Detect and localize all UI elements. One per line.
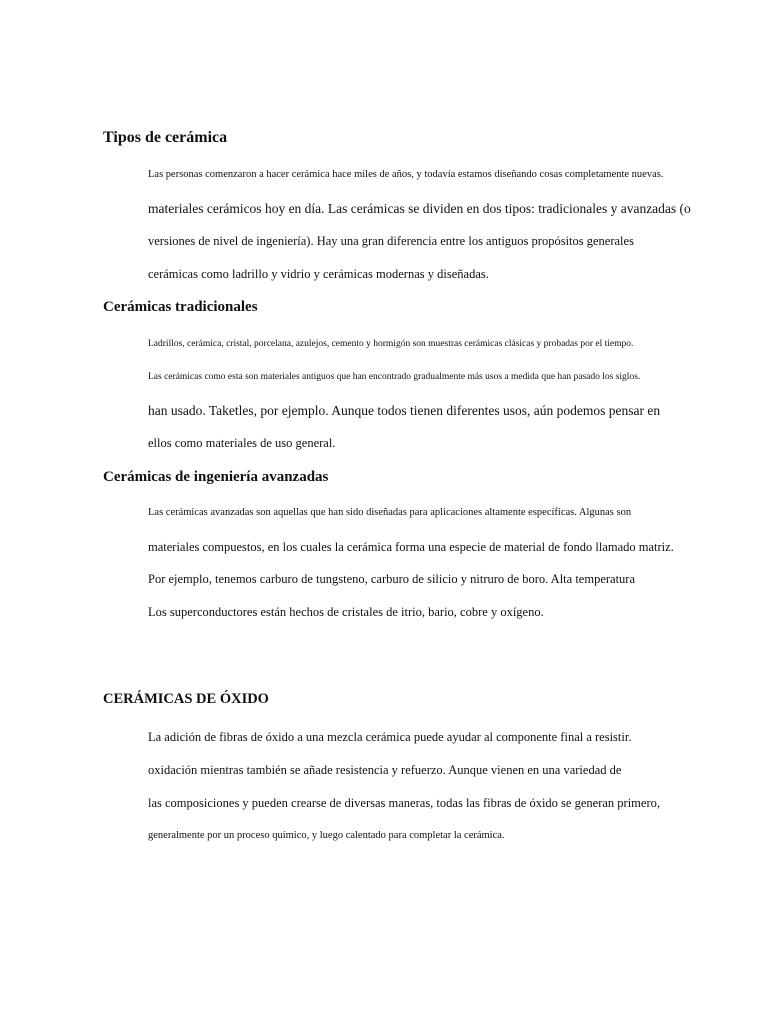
- paragraph-line: Por ejemplo, tenemos carburo de tungsteno, carburo de silicio y nitruro de boro. Alta temperatura: [148, 572, 636, 586]
- paragraph-line: cerámicas como ladrillo y vidrio y cerámicas modernas y diseñadas.: [148, 267, 489, 281]
- paragraph-line: La adición de fibras de óxido a una mezcla cerámica puede ayudar al componente final a resistir.: [148, 730, 632, 744]
- paragraph-line: Las personas comenzaron a hacer cerámica hace miles de años, y todavía estamos diseñando cosas completamente nuevas.: [148, 169, 664, 180]
- paragraph-line: Ladrillos, cerámica, cristal, porcelana, azulejos, cemento y hormigón son muestras cerámicas clásicas y probadas por el tiempo.: [148, 339, 634, 349]
- section-heading-avanzadas: Cerámicas de ingeniería avanzadas: [103, 469, 329, 485]
- paragraph-line: materiales compuestos, en los cuales la cerámica forma una especie de material de fondo llamado matriz.: [148, 540, 674, 554]
- section-heading-oxido: CERÁMICAS DE ÓXIDO: [103, 691, 269, 707]
- section-heading-tradicionales: Cerámicas tradicionales: [103, 299, 258, 315]
- paragraph-line: las composiciones y pueden crearse de diversas maneras, todas las fibras de óxido se generan primero,: [148, 796, 660, 810]
- section-heading-tipos: Tipos de cerámica: [103, 129, 228, 146]
- paragraph-line: ellos como materiales de uso general.: [148, 436, 336, 450]
- paragraph-line: Los superconductores están hechos de cristales de itrio, bario, cobre y oxígeno.: [148, 605, 544, 619]
- paragraph-line: Las cerámicas como esta son materiales antiguos que han encontrado gradualmente más usos a medida que han pasado los siglos.: [148, 372, 641, 382]
- paragraph-line: versiones de nivel de ingeniería). Hay una gran diferencia entre los antiguos propósitos generales: [148, 234, 634, 248]
- paragraph-line: materiales cerámicos hoy en día. Las cerámicas se dividen en dos tipos: tradicionales y avanzadas (o: [148, 201, 691, 216]
- paragraph-line: Las cerámicas avanzadas son aquellas que han sido diseñadas para aplicaciones altamente específicas. Algunas son: [148, 507, 632, 518]
- paragraph-line: generalmente por un proceso químico, y luego calentado para completar la cerámica.: [148, 830, 505, 841]
- paragraph-line: han usado. Taketles, por ejemplo. Aunque todos tienen diferentes usos, aún podemos pensar en: [148, 403, 661, 418]
- paragraph-line: oxidación mientras también se añade resistencia y refuerzo. Aunque vienen en una variedad de: [148, 763, 622, 777]
